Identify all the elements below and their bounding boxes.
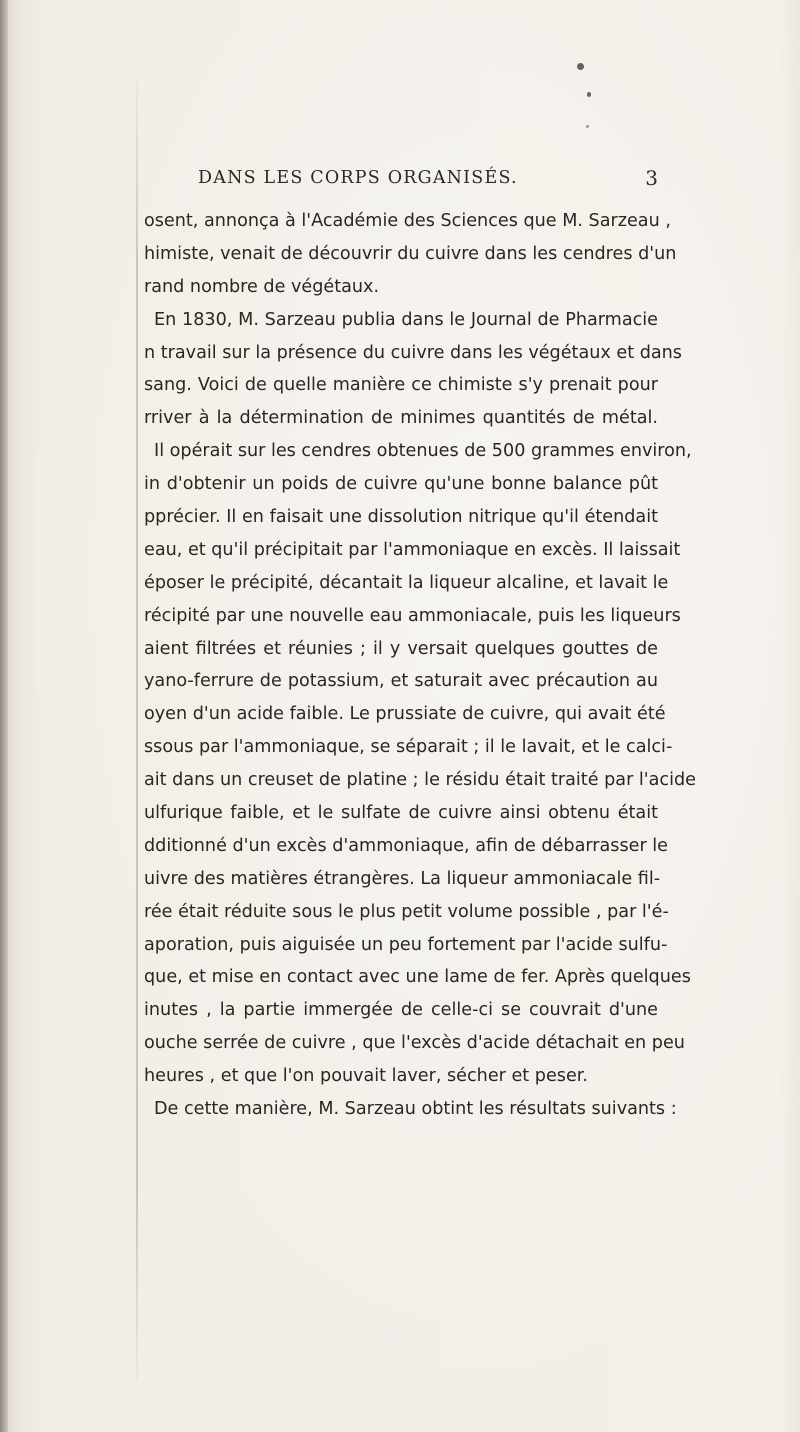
text-line: récipité par une nouvelle eau ammoniacale, puis les liqueurs xyxy=(144,605,681,626)
text-line: que, et mise en contact avec une lame de fer. Après quelques xyxy=(144,967,691,988)
text-line: heures , et que l'on pouvait laver, sécher et peser. xyxy=(144,1066,588,1087)
text-line: ulfurique faible, et le sulfate de cuivre ainsi obtenu était xyxy=(144,803,658,824)
running-title: DANS LES CORPS ORGANISÉS. xyxy=(198,168,518,188)
text-line: sang. Voici de quelle manière ce chimiste s'y prenait pour xyxy=(144,375,658,396)
text-line: osent, annonça à l'Académie des Sciences que M. Sarzeau , xyxy=(144,211,671,231)
text-line: eau, et qu'il précipitait par l'ammoniaque en excès. Il laissait xyxy=(144,539,681,560)
page-number: 3 xyxy=(645,166,658,190)
page-header xyxy=(198,168,658,194)
text-line: rand nombre de végétaux. xyxy=(144,276,380,297)
text-line: ssous par l'ammoniaque, se séparait ; il le lavait, et le calci- xyxy=(144,737,673,758)
text-line: époser le précipité, décantait la liqueur alcaline, et lavait le xyxy=(144,572,669,593)
binding-edge xyxy=(0,0,8,1432)
text-line: himiste, venait de découvrir du cuivre dans les cendres d'un xyxy=(144,243,677,264)
text-line: dditionné d'un excès d'ammoniaque, afin de débarrasser le xyxy=(144,835,669,856)
ink-speck xyxy=(577,63,584,70)
text-line: n travail sur la présence du cuivre dans les végétaux et dans xyxy=(144,342,682,363)
body-paragraphs xyxy=(144,205,696,1126)
text-line: yano-ferrure de potassium, et saturait avec précaution au xyxy=(144,671,658,692)
text-line: inutes , la partie immergée de celle-ci se couvrait d'une xyxy=(144,1000,658,1021)
text-line: pprécier. Il en faisait une dissolution nitrique qu'il étendait xyxy=(144,507,658,528)
text-line: En 1830, M. Sarzeau publia dans le Journal de Pharmacie xyxy=(154,309,658,330)
text-line: ouche serrée de cuivre , que l'excès d'acide détachait en peu xyxy=(144,1033,685,1054)
gutter-shadow xyxy=(136,80,138,1380)
text-line: Il opérait sur les cendres obtenues de 500 grammes environ, xyxy=(154,441,692,462)
ink-speck xyxy=(586,125,589,128)
text-line: ait dans un creuset de platine ; le résidu était traité par l'acide xyxy=(144,770,696,791)
text-line: rriver à la détermination de minimes quantités de métal. xyxy=(144,408,658,429)
text-line: De cette manière, M. Sarzeau obtint les résultats suivants : xyxy=(154,1099,677,1120)
text-line: rée était réduite sous le plus petit volume possible , par l'é- xyxy=(144,901,669,922)
text-line: uivre des matières étrangères. La liqueur ammoniacale fil- xyxy=(144,868,661,889)
text-line: in d'obtenir un poids de cuivre qu'une bonne balance pût xyxy=(144,474,658,495)
text-line: aporation, puis aiguisée un peu fortement par l'acide sulfu- xyxy=(144,934,668,955)
text-line: aient filtrées et réunies ; il y versait quelques gouttes de xyxy=(144,638,658,659)
text-line: oyen d'un acide faible. Le prussiate de cuivre, qui avait été xyxy=(144,704,666,725)
ink-speck xyxy=(587,92,591,97)
